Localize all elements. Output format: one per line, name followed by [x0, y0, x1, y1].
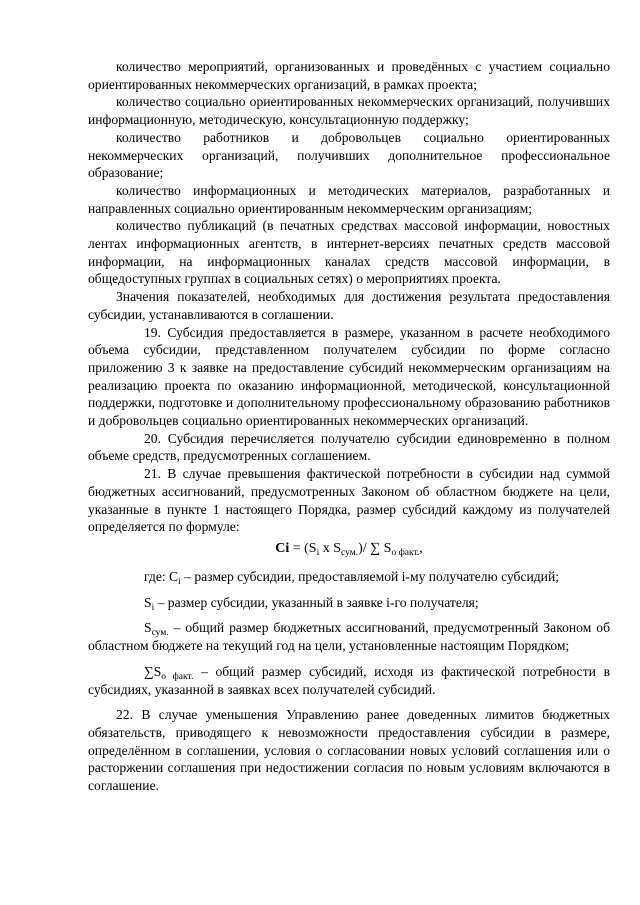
formula-div: )/ ∑ S [358, 540, 392, 556]
subsidy-formula [88, 540, 610, 558]
where-ci-text: – размер субсидии, предоставляемой i-му получателю субсидий; [180, 568, 560, 584]
where-si-sub: i [151, 602, 155, 613]
indicator-values-note: Значения показателей, необходимых для достижения результата предоставления субсидии, устанавливаются в соглашении. [88, 289, 610, 322]
formula-fact-sub: о факт. [391, 547, 420, 558]
formula-eq: = (S [289, 540, 317, 556]
formula-sum-sub: сум. [341, 547, 359, 558]
formula-i-sub: i [316, 547, 320, 558]
where-ci-sub: i [178, 576, 181, 587]
where-si-symbol: S [144, 594, 152, 610]
where-ssum-text: – общий размер бюджетных ассигнований, предусмотренный Законом об областном бюджете на текущий год на цели, установленные настоящим Порядком; [88, 620, 610, 654]
clause-22: 22. В случае уменьшения Управлению ранее доведенных лимитов бюджетных обязательств, приводящего к невозможности предоставления субсидии в размере, определённом в соглашении, условия о согласовании новых условий соглашения или о расторжении соглашения при недостижении согласия по новым условиям включаются в соглашение. [88, 707, 610, 794]
indicator-events: количество мероприятий, организованных и проведённых с участием социально ориентированных некоммерческих организаций, в рамках проекта; [88, 59, 610, 92]
clause-19: 19. Субсидия предоставляется в размере, указанном в расчете необходимого объема субсидии, представленном получателем субсидии по форме согласно приложению 3 к заявке на предоставление субсидий некоммерческим организациям на реализацию проекта по оказанию информационной, методической, консультационной поддержки, подготовке и дополнительному профессиональному образованию работников и добровольцев социально ориентированных некоммерческих организаций. [88, 324, 610, 429]
where-sfact-text: – общий размер субсидий, исходя из фактической потребности в субсидиях, указанной в заявках всех получателей субсидий. [88, 663, 610, 697]
where-ci [88, 568, 610, 586]
where-si [88, 594, 610, 612]
indicator-materials: количество информационных и методических материалов, разработанных и направленных социально ориентированным некоммерческим организациям; [88, 182, 610, 216]
clause-20: 20. Субсидия перечисляется получателю субсидии единовременно в полном объеме средств, предусмотренных соглашением. [88, 430, 610, 464]
where-si-text: – размер субсидии, указанный в заявке i-го получателя; [154, 594, 479, 610]
clause-21: 21. В случае превышения фактической потребности в субсидии над суммой бюджетных ассигнований, предусмотренных Законом об областном бюджете на цели, указанные в пункте 1 настоящего Порядка, размер субсидий каждому из получателей определяется по формуле: [88, 466, 610, 535]
formula-end: , [419, 540, 423, 556]
indicator-supported-organizations: количество социально ориентированных некоммерческих организаций, получивших информационную, методическую, консультационную поддержку; [88, 94, 610, 128]
where-sfact-symbol: ∑S [144, 663, 162, 679]
where-sfact [88, 663, 610, 698]
formula-lhs: Ci [275, 540, 290, 556]
indicator-publications: количество публикаций (в печатных средствах массовой информации, новостных лентах информационных агентств, в интернет-версиях печатных средств массовой информации, на информационных каналах средств массовой информации, в общедоступных группах в социальных сетях) о мероприятиях проекта. [88, 218, 610, 287]
where-ssum-sub: сум. [151, 628, 169, 639]
where-ssum [88, 619, 610, 654]
where-ssum-symbol: S [144, 620, 152, 636]
where-sfact-sub: о факт. [161, 671, 194, 682]
indicator-trained-workers: количество работников и добровольцев социально ориентированных некоммерческих организаций, получивших дополнительное профессиональное образование; [88, 129, 610, 181]
where-ci-symbol: где: C [144, 568, 179, 584]
formula-x: x S [319, 540, 342, 556]
